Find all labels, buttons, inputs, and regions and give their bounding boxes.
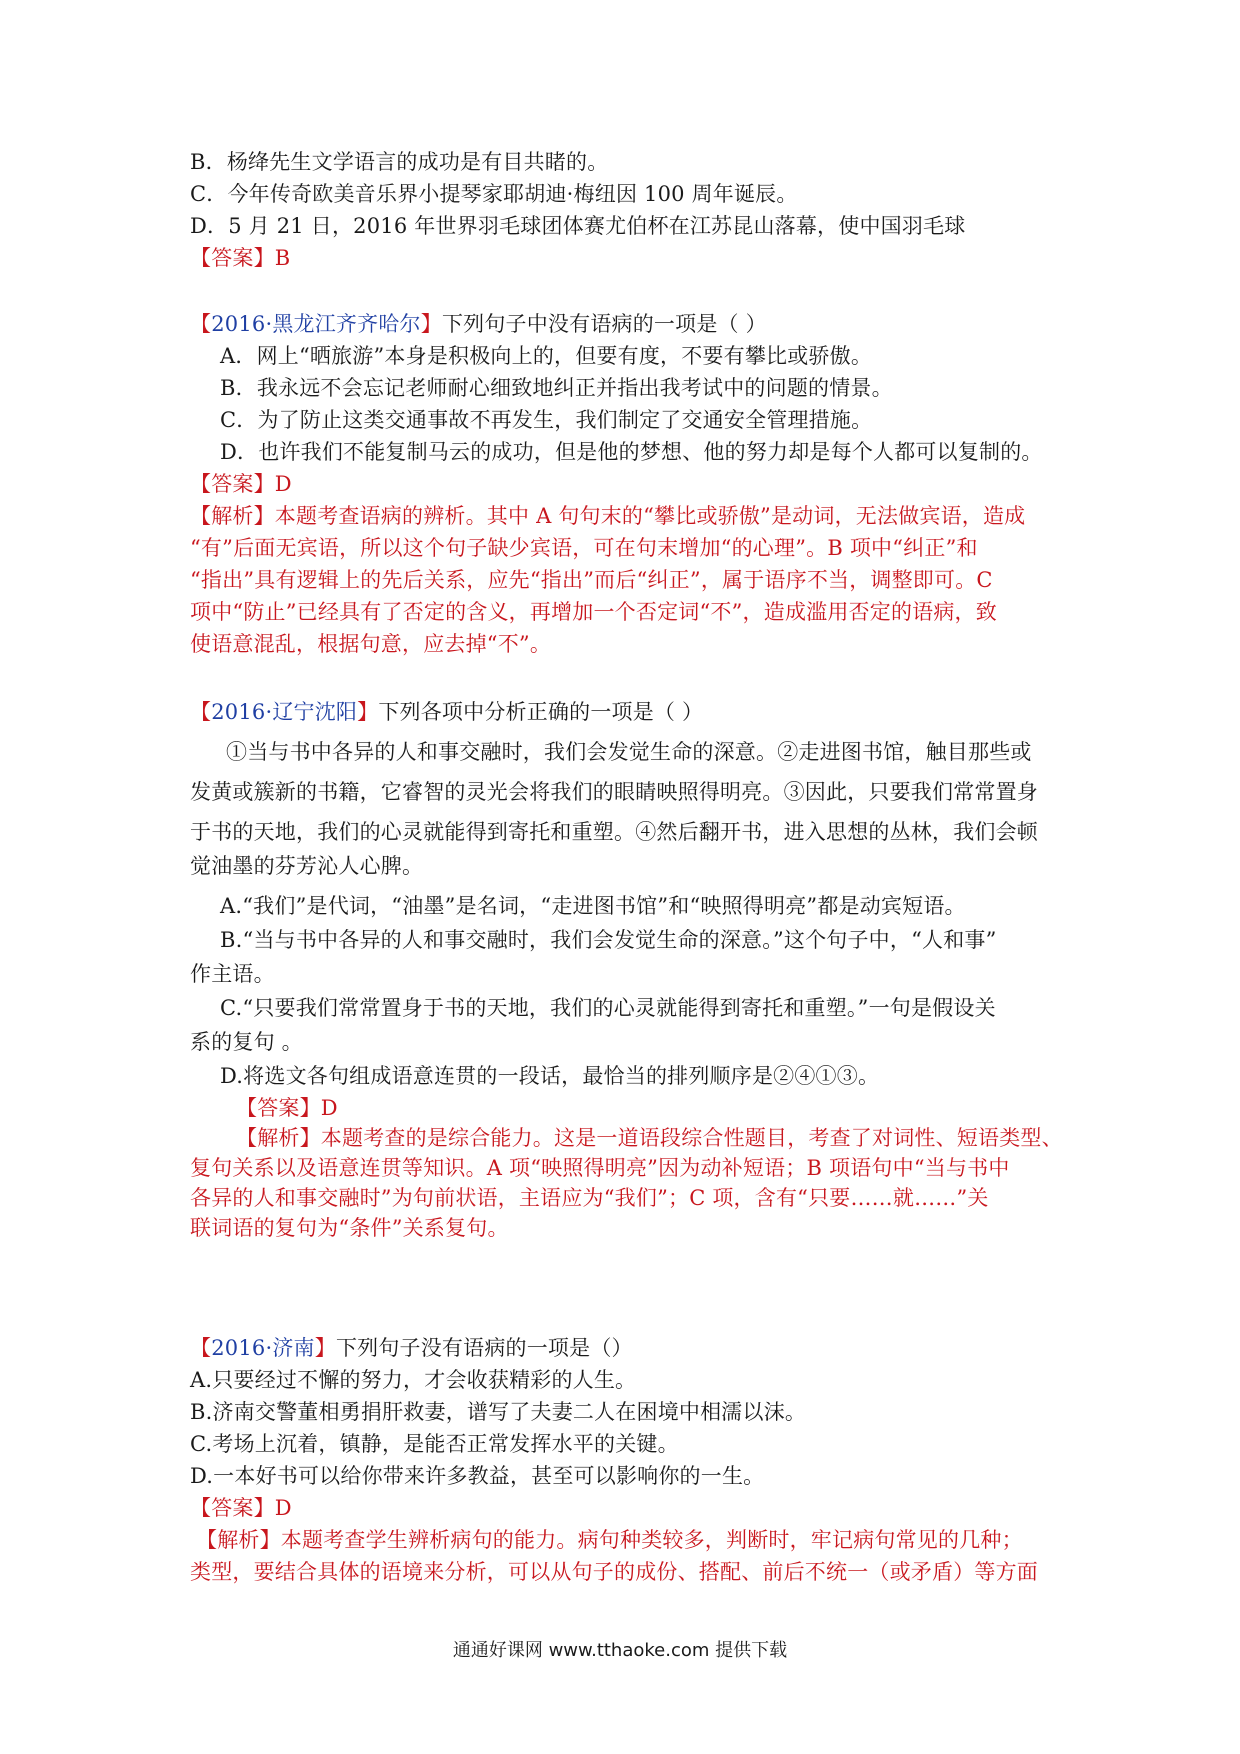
analysis-line: “指出”具有逻辑上的先后关系，应先“指出”而后“纠正”，属于语序不当，调整即可。C xyxy=(190,568,993,592)
question-stem: 下列各项中分析正确的一项是（ ） xyxy=(378,700,704,724)
question-header: 【2016·辽宁沈阳】下列各项中分析正确的一项是（ ） xyxy=(190,700,704,724)
answer: 【答案】B xyxy=(190,246,291,270)
answer: 【答案】D xyxy=(236,1096,338,1120)
answer: 【答案】D xyxy=(190,1496,292,1520)
page-footer: 通通好课网 www.tthaoke.com 提供下载 xyxy=(452,1640,788,1661)
analysis-line: 各异的人和事交融时”为句前状语，主语应为“我们”；C 项，含有“只要……就……”关 xyxy=(190,1186,989,1210)
passage-line: ①当与书中各异的人和事交融时，我们会发觉生命的深意。②走进图书馆，触目那些或 xyxy=(226,740,1032,764)
answer: 【答案】D xyxy=(190,472,292,496)
question-source: 2016·济南 xyxy=(211,1336,315,1360)
option-c-continued: 系的复句 。 xyxy=(190,1030,303,1054)
option-c: C．今年传奇欧美音乐界小提琴家耶胡迪·梅纽因 100 周年诞辰。 xyxy=(190,182,798,206)
option-b: B.济南交警董相勇捐肝救妻，谱写了夫妻二人在困境中相濡以沫。 xyxy=(190,1400,807,1424)
analysis-line: 复句关系以及语意连贯等知识。A 项“映照得明亮”因为动补短语；B 项语句中“当与书中 xyxy=(190,1156,1010,1180)
option-c: C.考场上沉着，镇静，是能否正常发挥水平的关键。 xyxy=(190,1432,679,1456)
analysis-line: “有”后面无宾语，所以这个句子缺少宾语，可在句末增加“的心理”。B 项中“纠正”和 xyxy=(190,536,978,560)
option-b-continued: 作主语。 xyxy=(190,962,275,986)
passage-line: 觉油墨的芬芳沁人心脾。 xyxy=(190,854,424,878)
question-source: 2016·黑龙江齐齐哈尔 xyxy=(211,312,421,336)
question-source: 2016·辽宁沈阳 xyxy=(211,700,358,724)
option-a: A．网上“晒旅游”本身是积极向上的，但要有度，不要有攀比或骄傲。 xyxy=(220,344,873,368)
option-d: D.一本好书可以给你带来许多教益，甚至可以影响你的一生。 xyxy=(190,1464,765,1488)
analysis-line: 类型，要结合具体的语境来分析，可以从句子的成份、搭配、前后不统一（或矛盾）等方面 xyxy=(190,1560,1038,1584)
option-b: B．杨绛先生文学语言的成功是有目共睹的。 xyxy=(190,150,609,174)
analysis-line: 项中“防止”已经具有了否定的含义，再增加一个否定词“不”，造成滥用否定的语病，致 xyxy=(190,600,997,624)
option-d: D.将选文各句组成语意连贯的一段话，最恰当的排列顺序是②④①③。 xyxy=(220,1064,880,1088)
analysis-line: 【解析】本题考查语病的辨析。其中 A 句句末的“攀比或骄傲”是动词，无法做宾语，造成 xyxy=(190,504,1026,528)
analysis-line: 联词语的复句为“条件”关系复句。 xyxy=(190,1216,509,1240)
option-d: D．5 月 21 日，2016 年世界羽毛球团体赛尤伯杯在江苏昆山落幕，使中国羽毛球 xyxy=(190,214,966,238)
analysis-line: 使语意混乱，根据句意，应去掉“不”。 xyxy=(190,632,552,656)
question-stem: 下列句子中没有语病的一项是（ ） xyxy=(441,312,767,336)
passage-line: 于书的天地，我们的心灵就能得到寄托和重塑。④然后翻开书，进入思想的丛林，我们会顿 xyxy=(190,820,1038,844)
option-d: D．也许我们不能复制马云的成功，但是他的梦想、他的努力却是每个人都可以复制的。 xyxy=(220,440,1043,464)
option-b: B．我永远不会忘记老师耐心细致地纠正并指出我考试中的问题的情景。 xyxy=(220,376,893,400)
option-c: C．为了防止这类交通事故不再发生，我们制定了交通安全管理措施。 xyxy=(220,408,873,432)
analysis-line: 【解析】本题考查学生辨析病句的能力。病句种类较多，判断时，牢记病句常见的几种； xyxy=(196,1528,1023,1552)
passage-line: 发黄或簇新的书籍，它睿智的灵光会将我们的眼睛映照得明亮。③因此，只要我们常常置身 xyxy=(190,780,1038,804)
option-c: C.“只要我们常常置身于书的天地，我们的心灵就能得到寄托和重塑。”一句是假设关 xyxy=(220,996,996,1020)
question-header: 【2016·黑龙江齐齐哈尔】下列句子中没有语病的一项是（ ） xyxy=(190,312,767,336)
option-b: B.“当与书中各异的人和事交融时，我们会发觉生命的深意。”这个句子中，“人和事” xyxy=(220,928,997,952)
option-a: A.只要经过不懈的努力，才会收获精彩的人生。 xyxy=(190,1368,637,1392)
question-stem: 下列句子没有语病的一项是（） xyxy=(335,1336,633,1360)
question-header: 【2016·济南】下列句子没有语病的一项是（） xyxy=(190,1336,633,1360)
analysis-line: 【解析】本题考查的是综合能力。这是一道语段综合性题目，考查了对词性、短语类型、 xyxy=(236,1126,1063,1150)
option-a: A.“我们”是代词，“油墨”是名词，“走进图书馆”和“映照得明亮”都是动宾短语。 xyxy=(220,894,966,918)
